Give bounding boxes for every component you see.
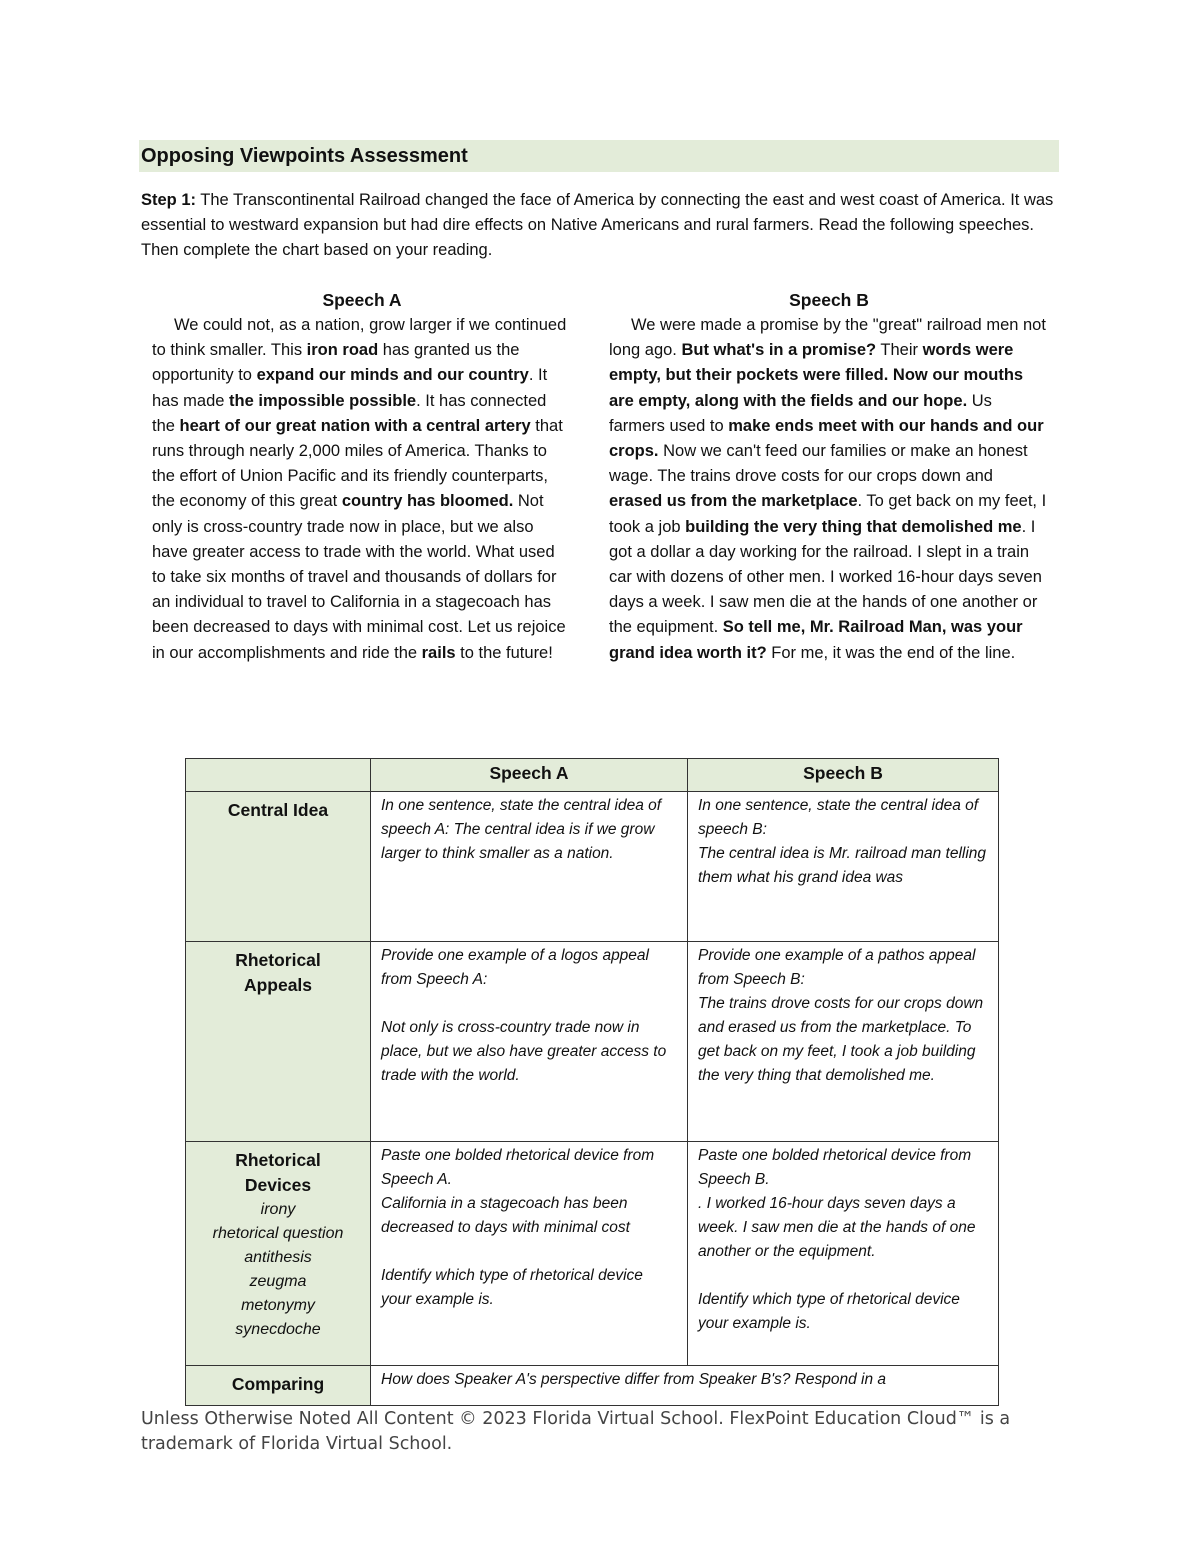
bolded-phrase: erased us from the marketplace bbox=[609, 492, 858, 511]
bolded-phrase: heart of our great nation with a central artery bbox=[179, 416, 531, 435]
speech-a-heading: Speech A bbox=[322, 290, 402, 310]
intro-text: The Transcontinental Railroad changed the face of America by connecting the east and west coast of America. It was essential to westward expansion but had dire effects on Native Americans and rural farmers. Read the following speeches. Then complete the chart based on your reading. bbox=[141, 191, 1054, 259]
speech-text: For me, it was the end of the line. bbox=[766, 643, 1016, 662]
speech-text: Now we can't feed our families or make an honest wage. The trains drove costs for our crops down and bbox=[609, 442, 1028, 486]
rhetorical-devices-label bbox=[186, 1142, 371, 1366]
comparing-row bbox=[186, 1366, 999, 1406]
speech-text: . I got a dollar a day working for the railroad. I slept in a train car with dozens of other men. I worked 16-hour days seven days a week. I saw men die at the hands of one another or the equipment. bbox=[609, 517, 1042, 637]
speech-text: . It has connected the bbox=[152, 391, 547, 435]
central-idea-b-prompt: In one sentence, state the central idea of speech B: bbox=[698, 797, 979, 838]
appeals-b-cell[interactable] bbox=[688, 942, 999, 1142]
central-idea-a-answer[interactable]: The central idea is if we grow larger to think smaller as a nation. bbox=[381, 821, 655, 862]
speech-text: has granted us the opportunity to bbox=[152, 341, 520, 385]
device-type-item: metonymy bbox=[241, 1297, 315, 1314]
speech-text: We could not, as a nation, grow larger if we continued to think smaller. This bbox=[152, 316, 567, 360]
chart-corner-cell bbox=[186, 759, 371, 792]
bolded-phrase: country has bloomed. bbox=[341, 492, 514, 511]
speech-text: We were made a promise by the "great" railroad men not long ago. bbox=[609, 316, 1046, 360]
bolded-phrase: words were empty, but their pockets were filled. Now our mouths are empty, along with the fields and our hope. bbox=[609, 341, 1024, 410]
bolded-phrase: make ends meet with our hands and our crops. bbox=[609, 416, 1044, 461]
speech-a-body bbox=[152, 313, 572, 666]
speech-text: Their bbox=[876, 341, 923, 360]
central-idea-a-prompt: In one sentence, state the central idea of speech A: bbox=[381, 797, 662, 838]
appeals-b-answer[interactable]: The trains drove costs for our crops down and erased us from the marketplace. To get back on my feet, I took a job building the very thing that demolished me. bbox=[698, 995, 984, 1084]
appeals-a-answer[interactable]: Not only is cross-country trade now in place, but we also have greater access to trade with the world. bbox=[381, 1019, 667, 1084]
central-idea-b-answer[interactable]: The central idea is Mr. railroad man telling them what his grand idea was bbox=[698, 845, 987, 886]
devices-label-line1: Rhetorical bbox=[235, 1150, 321, 1170]
device-type-item: synecdoche bbox=[235, 1321, 321, 1338]
chart-header-row bbox=[186, 759, 999, 792]
speech-text: . To get back on my feet, I took a job bbox=[609, 492, 1047, 536]
step-label: Step 1: bbox=[141, 191, 197, 209]
rhetorical-appeals-label bbox=[186, 942, 371, 1142]
speech-text: Not only is cross-country trade now in place, but we also have greater access to trade with the world. What used to take six months of travel and thousands of dollars for an individual to travel to California in a stagecoach has been decreased to days with minimal cost. Let us rejoice in our accomplishments and ride the bbox=[152, 492, 566, 662]
bolded-phrase: But what's in a promise? bbox=[681, 341, 877, 360]
appeals-a-cell[interactable] bbox=[371, 942, 688, 1142]
rhetorical-appeals-row bbox=[186, 942, 999, 1142]
central-idea-b-cell[interactable] bbox=[688, 792, 999, 942]
copyright-footer: Unless Otherwise Noted All Content © 2023 Florida Virtual School. FlexPoint Education Cloud™ is a trademark of Florida Virtual School. bbox=[141, 1409, 1011, 1454]
appeals-a-prompt: Provide one example of a logos appeal from Speech A: bbox=[381, 947, 649, 988]
bolded-phrase: So tell me, Mr. Railroad Man, was your grand idea worth it? bbox=[609, 618, 1023, 662]
speech-b-heading: Speech B bbox=[789, 290, 869, 310]
appeals-b-prompt: Provide one example of a pathos appeal from Speech B: bbox=[698, 947, 976, 988]
speech-b bbox=[609, 287, 1049, 666]
speech-b-body bbox=[609, 313, 1049, 666]
comparing-prompt: How does Speaker A's perspective differ from Speaker B's? Respond in a bbox=[381, 1371, 887, 1388]
bolded-phrase: the impossible possible bbox=[229, 391, 417, 410]
devices-a-cell[interactable] bbox=[371, 1142, 688, 1366]
device-type-list bbox=[196, 1198, 360, 1342]
rhetorical-devices-row bbox=[186, 1142, 999, 1366]
device-type-item: zeugma bbox=[249, 1273, 307, 1290]
devices-a-answer[interactable]: California in a stagecoach has been decreased to days with minimal cost bbox=[381, 1195, 630, 1236]
central-idea-row bbox=[186, 792, 999, 942]
devices-b-prompt: Paste one bolded rhetorical device from Speech B. bbox=[698, 1147, 972, 1188]
central-idea-label: Central Idea bbox=[186, 792, 371, 942]
chart-col-speech-a: Speech A bbox=[371, 759, 688, 792]
comparing-label: Comparing bbox=[186, 1366, 371, 1406]
device-type-item: rhetorical question bbox=[212, 1225, 344, 1242]
bolded-phrase: rails bbox=[421, 643, 456, 662]
chart-col-speech-b: Speech B bbox=[688, 759, 999, 792]
analysis-chart bbox=[185, 758, 999, 1406]
speech-text: to the future! bbox=[455, 643, 553, 662]
devices-b-cell[interactable] bbox=[688, 1142, 999, 1366]
devices-a-identify: Identify which type of rhetorical device your example is. bbox=[381, 1267, 643, 1308]
intro-paragraph bbox=[141, 188, 1061, 263]
devices-b-identify: Identify which type of rhetorical device your example is. bbox=[698, 1291, 960, 1332]
bolded-phrase: iron road bbox=[306, 341, 379, 360]
device-type-item: antithesis bbox=[244, 1249, 312, 1266]
speech-text: Us farmers used to bbox=[609, 391, 992, 435]
speech-a bbox=[152, 287, 572, 666]
bolded-phrase: building the very thing that demolished me bbox=[685, 517, 1022, 536]
bolded-phrase: expand our minds and our country bbox=[256, 366, 529, 385]
central-idea-a-cell[interactable] bbox=[371, 792, 688, 942]
speech-text: . It has made bbox=[152, 366, 548, 410]
appeals-label-line1: Rhetorical bbox=[235, 950, 321, 970]
appeals-label-line2: Appeals bbox=[243, 975, 313, 995]
page-title: Opposing Viewpoints Assessment bbox=[141, 145, 468, 167]
speech-text: that runs through nearly 2,000 miles of America. Thanks to the effort of Union Pacific and its friendly counterparts, the economy of this great bbox=[152, 416, 563, 511]
devices-label-line2: Devices bbox=[244, 1175, 312, 1195]
title-bar bbox=[139, 140, 1059, 172]
comparing-cell[interactable] bbox=[371, 1366, 999, 1406]
device-type-item: irony bbox=[260, 1201, 296, 1218]
devices-a-prompt: Paste one bolded rhetorical device from Speech A. bbox=[381, 1147, 655, 1188]
devices-b-answer[interactable]: . I worked 16-hour days seven days a week. I saw men die at the hands of one another or the equipment. bbox=[698, 1195, 976, 1260]
